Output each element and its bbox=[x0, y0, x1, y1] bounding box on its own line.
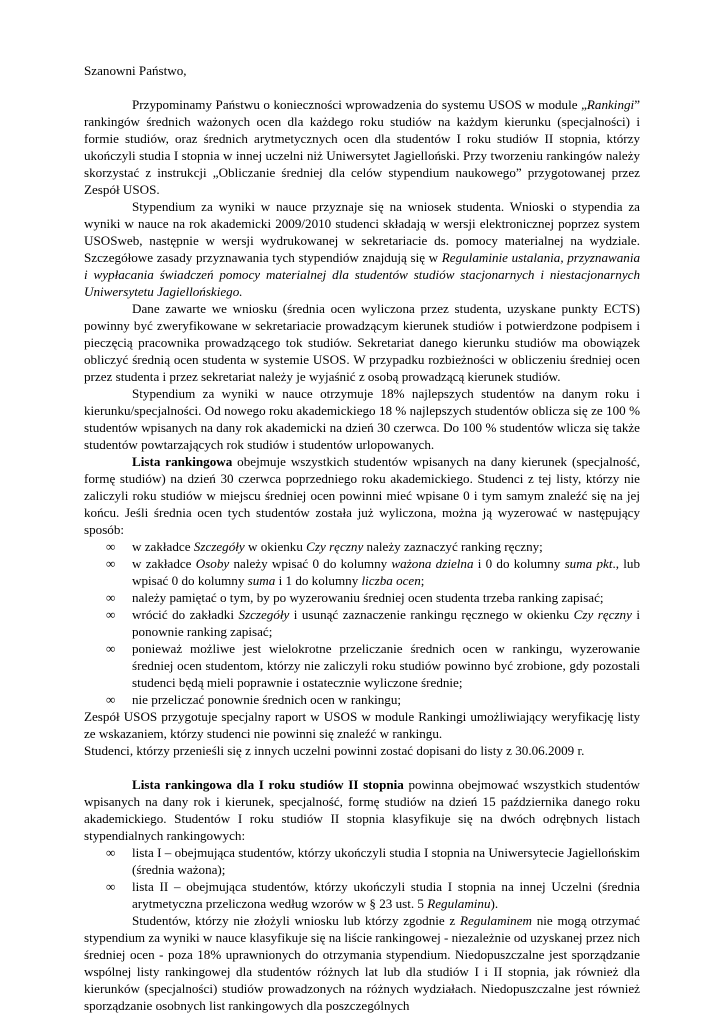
text-run: powinna obejmować wszystkich studentów wpisanych na dany rok i kierunek, specjalność, formę studiów na dzień 15 października danego roku akademickiego. Studentów I roku studiów II stopnia klasyfikuje się na dwóch odrębnych listach stypendialnych rankingowych: bbox=[84, 777, 640, 843]
italic-text: Regulaminu bbox=[427, 896, 491, 911]
text-run: Zespół USOS przygotuje specjalny raport w USOS w module Rankingi umożliwiający weryfikację listy ze wskazaniem, którzy studenci nie powinni się znaleźć w rankingu. bbox=[84, 709, 640, 741]
text-run: Studentów, którzy nie złożyli wniosku lub którzy zgodnie z bbox=[132, 913, 460, 928]
list-item bbox=[84, 691, 640, 708]
text-run: Przypominamy Państwu o konieczności wprowadzenia do systemu USOS w module „ bbox=[132, 97, 587, 112]
text-run: Stypendium za wyniki w nauce otrzymuje 18% najlepszych studentów na danym roku i kierunku/specjalności. Od nowego roku akademickiego 18 % najlepszych studentów oblicza się ze 100 % studentów wpisanych na dany rok akademicki na dzień 30 czerwca. Do 100 % studentów wlicza się także studentów powtarzających rok studiów i studentów urlopowanych. bbox=[84, 386, 640, 452]
italic-text: ważona dzielna bbox=[391, 556, 474, 571]
italic-text: Czy ręczny bbox=[306, 539, 364, 554]
text-run: należy pamiętać o tym, by po wyzerowaniu średniej ocen studenta trzeba ranking zapisać; bbox=[132, 590, 604, 605]
italic-text: Czy ręczny bbox=[573, 607, 632, 622]
bullet-infinity-icon: ∞ bbox=[106, 539, 116, 554]
italic-text: Regulaminie ustalania, przyznawania i wypłacania świadczeń pomocy materialnej dla studentów studiów stacjonarnych i niestacjonarnych Uniwersytetu Jagiellońskiego. bbox=[84, 250, 641, 299]
bullet-infinity-icon: ∞ bbox=[106, 590, 116, 605]
text-run: nie przeliczać ponownie średnich ocen w rankingu; bbox=[132, 692, 402, 707]
bold-text: Lista rankingowa bbox=[132, 454, 233, 469]
bold-text: Lista rankingowa dla I roku studiów II stopnia bbox=[132, 777, 404, 792]
italic-text: liczba ocen bbox=[361, 573, 421, 588]
list-item bbox=[84, 878, 640, 912]
bullet-infinity-icon: ∞ bbox=[106, 845, 116, 860]
text-run: i 0 do kolumny bbox=[473, 556, 565, 571]
list-item bbox=[84, 640, 640, 691]
text-run: wrócić do zakładki bbox=[132, 607, 239, 622]
italic-text: suma bbox=[247, 573, 276, 588]
text-run: i usunąć zaznaczenie rankingu ręcznego w okienku bbox=[289, 607, 574, 622]
paragraph-data-verification bbox=[84, 300, 640, 385]
bullet-infinity-icon: ∞ bbox=[106, 879, 116, 894]
text-run: ). bbox=[490, 896, 499, 911]
text-run: i 1 do kolumny bbox=[275, 573, 362, 588]
paragraph-ranking-list bbox=[84, 453, 640, 538]
list-item bbox=[84, 538, 640, 555]
paragraph-ineligible-students bbox=[84, 912, 640, 1014]
bullet-infinity-icon: ∞ bbox=[106, 641, 116, 656]
list-item bbox=[84, 589, 640, 606]
text-run: ; bbox=[420, 573, 425, 588]
text-run: obejmuje wszystkich studentów wpisanych na dany kierunek (specjalność, formę studiów) na dzień 30 czerwca poprzedniego roku akademickiego. Studenci z tej listy, którzy nie zaliczyli roku studiów w miejscu średniej ocen powinni mieć wpisane 0 i tym samym znaleźć się na jej końcu. Jeśli średnia ocen tych studentów została już wyliczona, można ją wyzerować w następujący sposób: bbox=[84, 454, 640, 537]
italic-text: Regulaminem bbox=[459, 913, 532, 928]
second-degree-lists bbox=[84, 844, 640, 912]
text-run: w okienku bbox=[244, 539, 307, 554]
paragraph-usos-report bbox=[84, 708, 640, 742]
text-run: ., lub wpisać 0 do kolumny bbox=[132, 556, 640, 588]
text-run: i ponownie ranking zapisać; bbox=[132, 607, 641, 639]
document-page bbox=[84, 62, 640, 1014]
paragraph-scholarship-application bbox=[84, 198, 640, 300]
paragraph-eighteen-percent bbox=[84, 385, 640, 453]
list-item bbox=[84, 606, 640, 640]
bullet-infinity-icon: ∞ bbox=[106, 692, 116, 707]
text-run: należy wpisać 0 do kolumny bbox=[229, 556, 392, 571]
italic-text: suma pkt bbox=[564, 556, 613, 571]
reset-steps-list bbox=[84, 538, 640, 708]
italic-text: Szczegóły bbox=[193, 539, 245, 554]
text-run: lista I – obejmująca studentów, którzy ukończyli studia I stopnia na Uniwersytecie Jagiellońskim (średnia ważona); bbox=[132, 845, 640, 877]
bullet-infinity-icon: ∞ bbox=[106, 607, 116, 622]
text-run: lista II – obejmująca studentów, którzy ukończyli studia I stopnia na innej Uczelni (średnia arytmetyczna przeliczona według wzorów w § 23 ust. 5 bbox=[132, 879, 640, 911]
text-run: należy zaznaczyć ranking ręczny; bbox=[363, 539, 543, 554]
paragraph-usos-rankings bbox=[84, 96, 640, 198]
list-item bbox=[84, 555, 640, 589]
list-item bbox=[84, 844, 640, 878]
bullet-infinity-icon: ∞ bbox=[106, 556, 116, 571]
text-run: w zakładce bbox=[132, 556, 196, 571]
text-run: Stypendium za wyniki w nauce przyznaje się na wniosek studenta. Wnioski o stypendia za wyniki w nauce na rok akademicki 2009/2010 studenci składają w wersji elektronicznej poprzez system USOSweb, następnie w wersji wydrukowanej w sekretariacie ds. pomocy materialnej na wydziale. Szczegółowe zasady przyznawania tych stypendiów znajdują się w bbox=[84, 199, 640, 265]
italic-text: Szczegóły bbox=[238, 607, 290, 622]
paragraph-transfer-students bbox=[84, 742, 640, 759]
italic-text: Rankingi bbox=[586, 97, 635, 112]
paragraph-second-degree-ranking bbox=[84, 776, 640, 844]
greeting: Szanowni Państwo, bbox=[84, 63, 187, 78]
text-run: w zakładce bbox=[132, 539, 194, 554]
italic-text: Osoby bbox=[195, 556, 230, 571]
text-run: nie mogą otrzymać stypendium za wyniki w nauce klasyfikuje się na liście rankingowej - niezależnie od uzyskanej przez nich średniej ocen - poza 18% uprawnionych do otrzymania stypendium. Niedopuszczalne jest sporządzanie wspólnej listy rankingowej dla studentów różnych lat lub dla studiów I i II stopnia, jak również dla kierunków (specjalności) studiów prowadzonych na różnych wydziałach. Niedopuszczalne jest również sporządzanie osobnych list rankingowych dla poszczególnych bbox=[84, 913, 640, 1013]
text-run: ” rankingów średnich ważonych ocen dla każdego roku studiów na każdym kierunku (specjalności) i formie studiów, oraz średnich arytmetycznych ocen dla studentów I roku studiów II stopnia, którzy ukończyli studia I stopnia w innej uczelni niż Uniwersytet Jagielloński. Przy tworzeniu rankingów należy skorzystać z instrukcji „Obliczanie średniej dla celów stypendium naukowego” przygotowanej przez Zespół USOS. bbox=[84, 97, 640, 197]
text-run: Studenci, którzy przenieśli się z innych uczelni powinni zostać dopisani do listy z 30.06.2009 r. bbox=[84, 743, 585, 758]
text-run: Dane zawarte we wniosku (średnia ocen wyliczona przez studenta, uzyskane punkty ECTS) powinny być zweryfikowane w sekretariacie prowadzącym kierunek studiów i potwierdzone podpisem i pieczęcią pracownika prowadzącego tok studiów. Sekretariat danego kierunku studiów ma obowiązek obliczyć średnią ocen studenta w systemie USOS. W przypadku rozbieżności w obliczeniu średniej ocen przez studenta i przez sekretariat należy je wyjaśnić z osobą prowadzącą kierunek studiów. bbox=[84, 301, 640, 384]
text-run: ponieważ możliwe jest wielokrotne przeliczanie średnich ocen w rankingu, wyzerowanie średniej ocen studentom, którzy nie zaliczyli roku studiów powinno być zrobione, gdy pozostali studenci będą mieli poprawnie i ostatecznie wyliczone średnie; bbox=[132, 641, 640, 690]
